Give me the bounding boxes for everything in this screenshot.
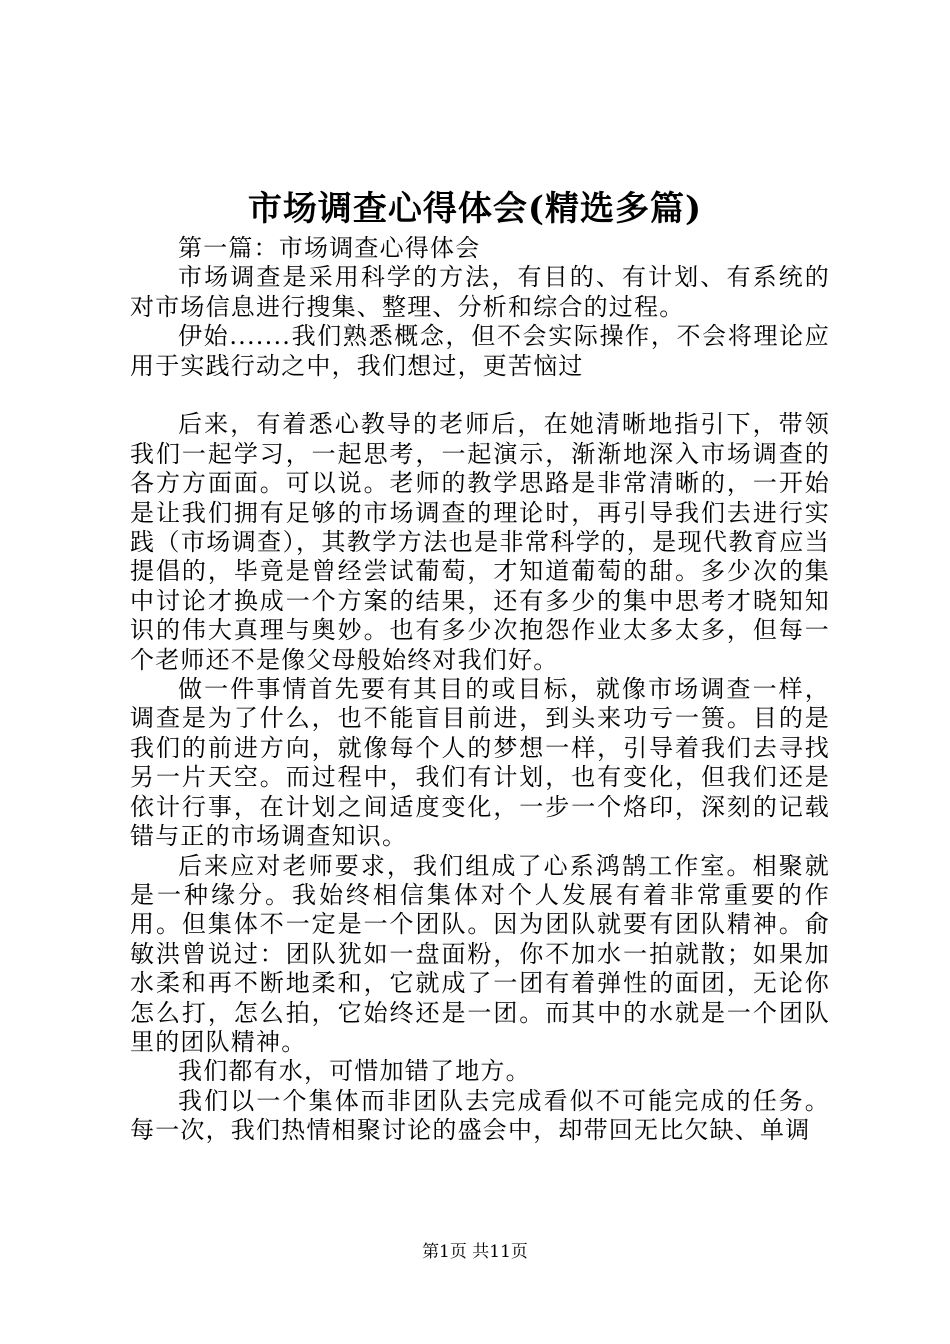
paragraph: 市场调查是采用科学的方法，有目的、有计划、有系统的对市场信息进行搜集、整理、分析和综合的过程。 [130, 263, 830, 321]
section-heading: 第一篇：市场调查心得体会 [178, 234, 481, 262]
document-title: 市场调查心得体会(精选多篇) [247, 189, 703, 229]
paragraph: 我们都有水，可惜加错了地方。 [178, 1057, 531, 1086]
paragraph: 伊始.......我们熟悉概念，但不会实际操作，不会将理论应用于实践行动之中，我们想过，更苦恼过 [130, 322, 830, 380]
page-footer: 第1页 共11页 [422, 1242, 528, 1262]
paragraph: 后来，有着悉心教导的老师后，在她清晰地指引下，带领我们一起学习，一起思考，一起演示，渐渐地深入市场调查的各方方面面。可以说。老师的教学思路是非常清晰的，一开始是让我们拥有足够的市场调查的理论时，再引导我们去进行实践（市场调查），其教学方法也是非常科学的，是现代教育应当提倡的，毕竟是曾经尝试葡萄，才知道葡萄的甜。多少次的集中讨论才换成一个方案的结果，还有多少的集中思考才晓知知识的伟大真理与奥妙。也有多少次抱怨作业太多太多，但每一个老师还不是像父母般始终对我们好。 [130, 410, 830, 674]
document-body [130, 234, 830, 1146]
paragraph: 后来应对老师要求，我们组成了心系鸿鹄工作室。相聚就是一种缘分。我始终相信集体对个人发展有着非常重要的作用。但集体不一定是一个团队。因为团队就要有团队精神。俞敏洪曾说过：团队犹如一盘面粉，你不加水一拍就散；如果加水柔和再不断地柔和，它就成了一团有着弹性的面团，无论你怎么打，怎么拍，它始终还是一团。而其中的水就是一个团队里的团队精神。 [130, 851, 830, 1056]
paragraph: 做一件事情首先要有其目的或目标，就像市场调查一样，调查是为了什么，也不能盲目前进，到头来功亏一篑。目的是我们的前进方向，就像每个人的梦想一样，引导着我们去寻找另一片天空。而过程中，我们有计划，也有变化，但我们还是依计行事，在计划之间适度变化，一步一个烙印，深刻的记载错与正的市场调查知识。 [130, 675, 830, 851]
paragraph: 我们以一个集体而非团队去完成看似不可能完成的任务。每一次，我们热情相聚讨论的盛会中，却带回无比欠缺、单调 [130, 1086, 830, 1145]
